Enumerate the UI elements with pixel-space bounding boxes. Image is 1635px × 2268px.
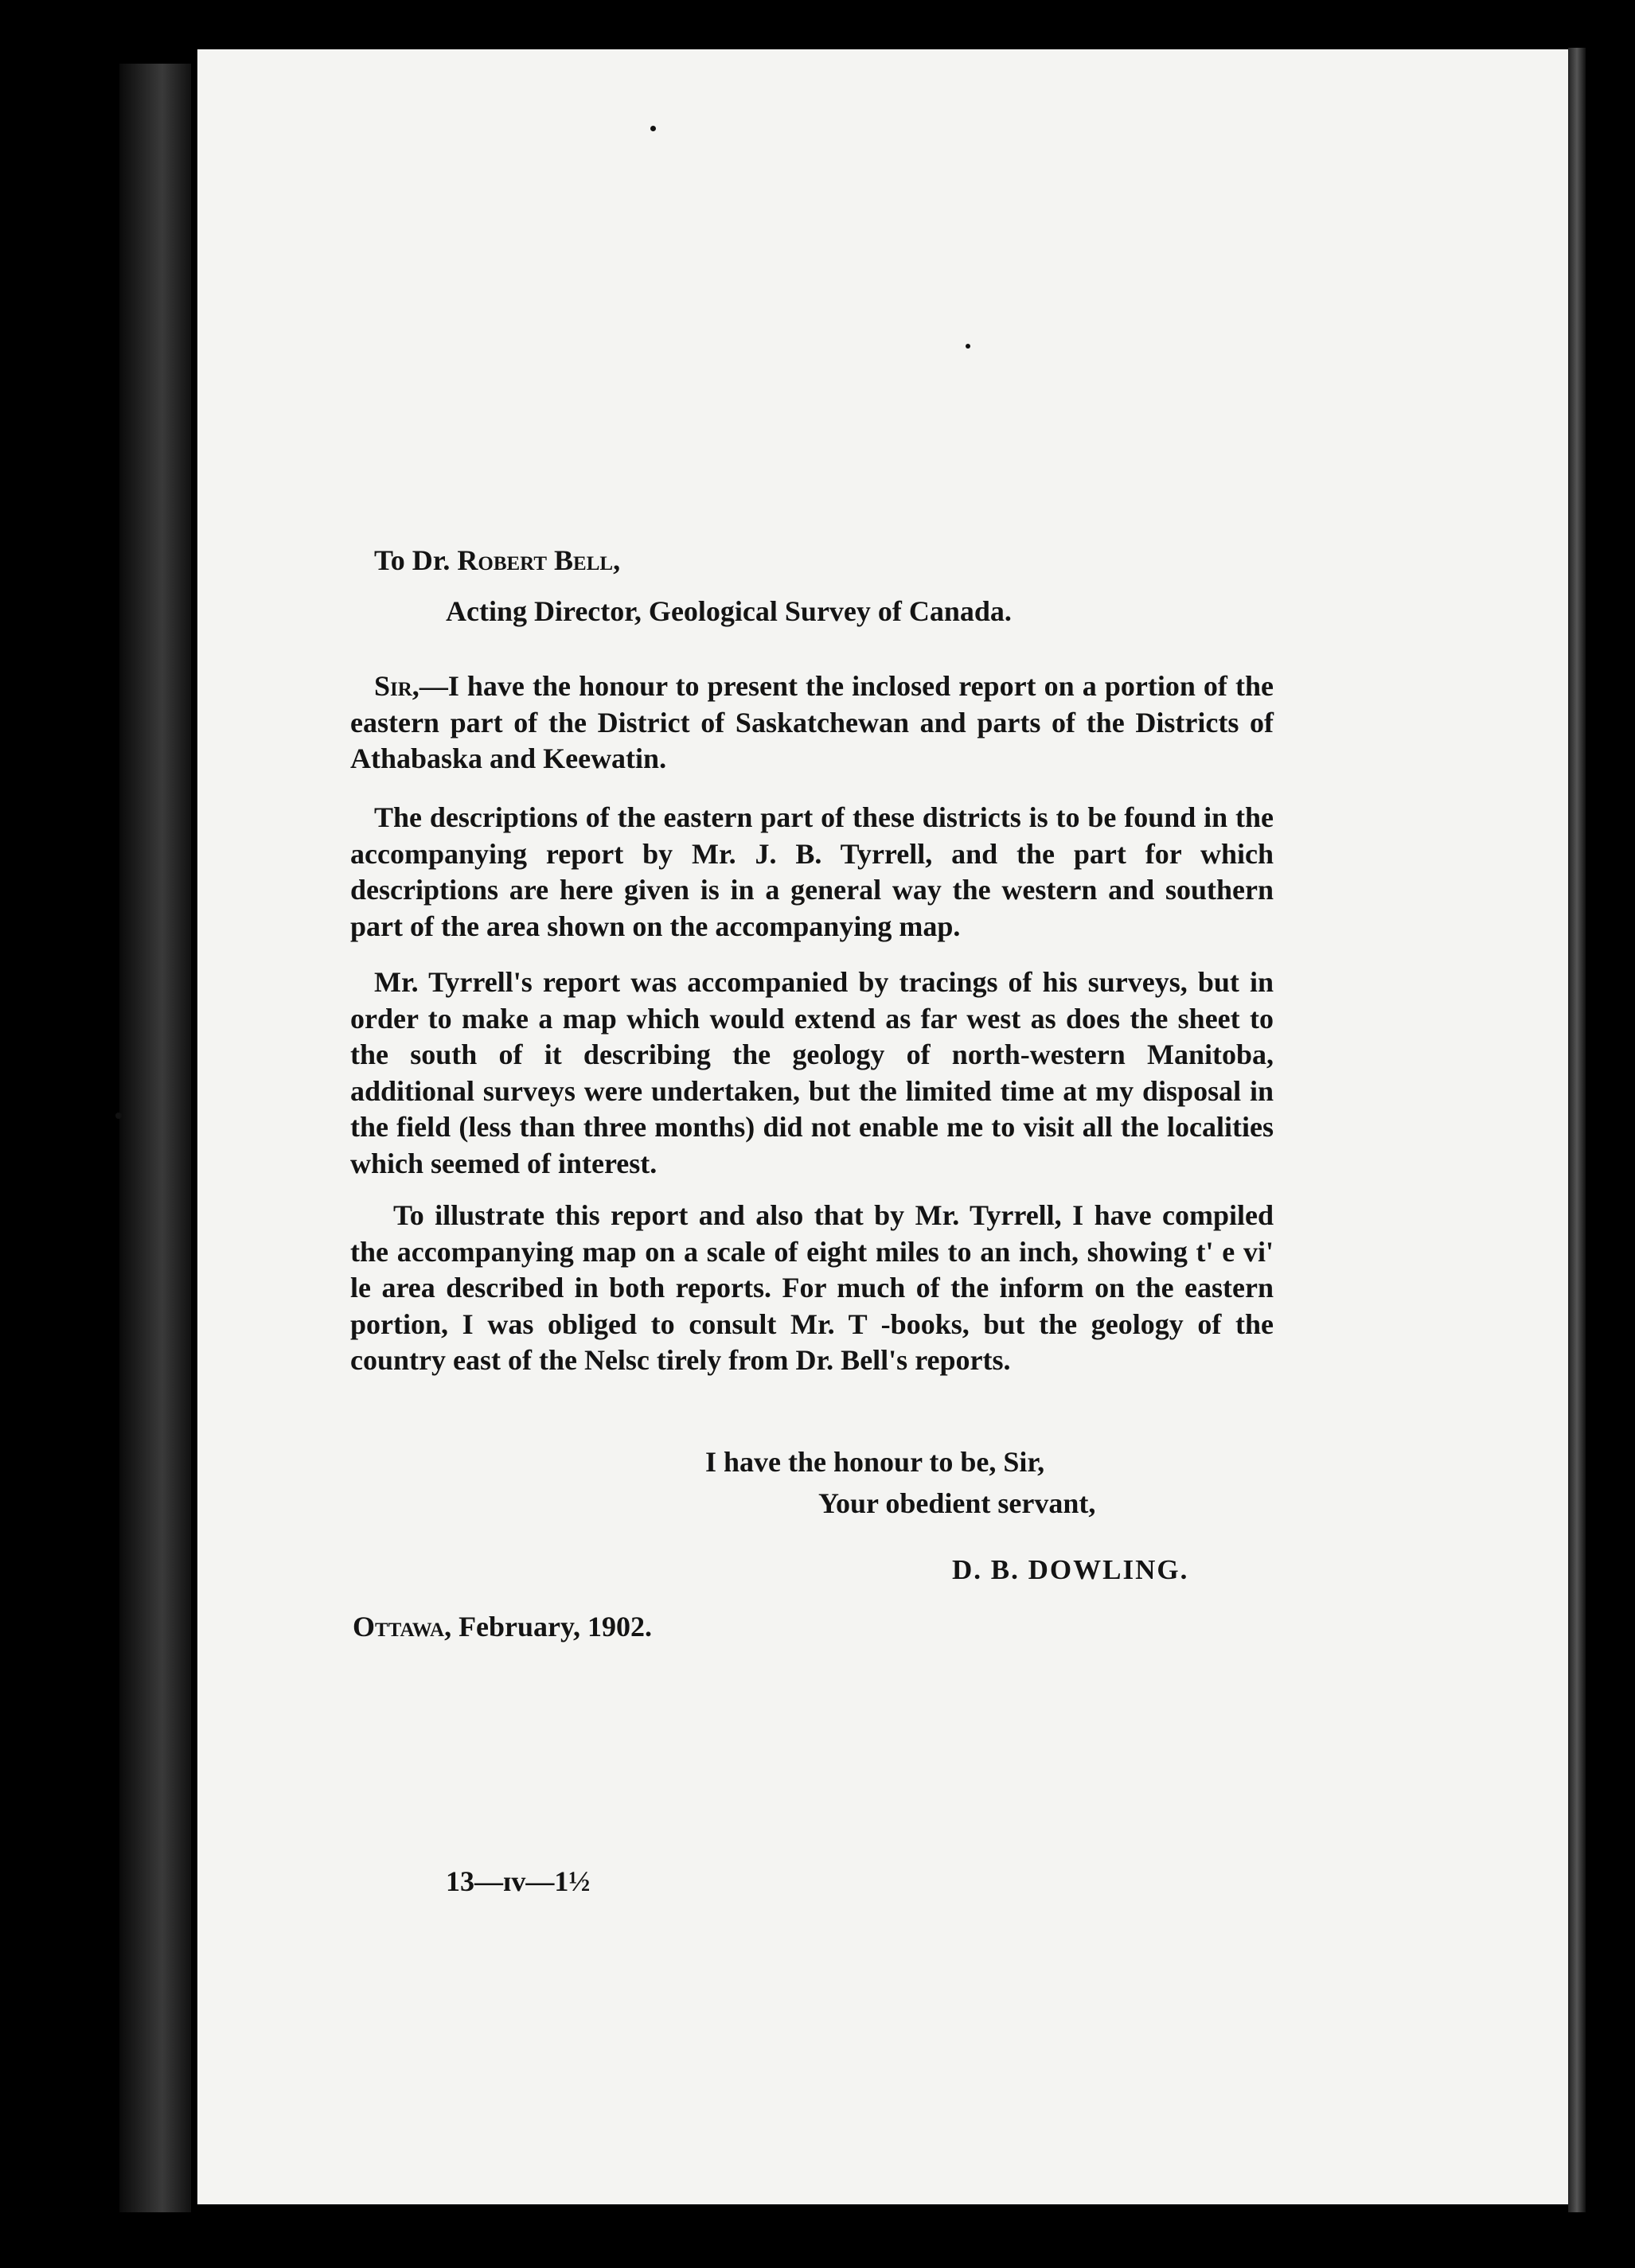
speck-mark xyxy=(966,344,970,349)
addressee-suffix: , xyxy=(613,544,621,576)
dateline-place: Ottawa xyxy=(353,1611,445,1643)
paragraph-2: The descriptions of the eastern part of these districts is to be found in the accompanying report by Mr. J. B. Tyrrell, and the part for which descriptions are here given is in a general way the western and southern part of the area shown on the accompanying map. xyxy=(350,801,1274,942)
printer-signature-mark: 13—ɪv—1½ xyxy=(446,1865,591,1897)
addressee-line xyxy=(374,543,620,579)
binding-shadow xyxy=(119,64,191,2212)
next-page-edge xyxy=(1568,48,1586,2212)
addressee-prefix: To Dr. xyxy=(374,544,458,576)
dateline xyxy=(353,1609,652,1645)
closing-line-2: Your obedient servant, xyxy=(818,1487,1096,1519)
paragraph-1-text: —I have the honour to present the inclosed report on a portion of the eastern part of the District of Saskatchewan and parts of the Districts of Athabaska and Keewatin. xyxy=(350,670,1274,774)
paragraph-1 xyxy=(350,668,1274,777)
dateline-date: , February, 1902. xyxy=(444,1611,653,1643)
paragraph-3: Mr. Tyrrell's report was accompanied by tracings of his surveys, but in order to make a map which would extend as far west as does the sheet to the south of it describing the geology of north-western Manitoba, additional surveys were undertaken, but the limited time at my disposal in the field (less than three months) did not enable me to visit all the localities which seemed of interest. xyxy=(350,966,1274,1179)
speck-mark xyxy=(115,1113,122,1119)
paragraph-4: To illustrate this report and also that by Mr. Tyrrell, I have compiled the accompanying map on a scale of eight miles to an inch, showing t' e vi' le area described in both reports. For much of the inform on the eastern portion, I was obliged to consult Mr. T -books, but the geology of the country east of the Nelsc tirely from Dr. Bell's reports. xyxy=(350,1199,1274,1376)
salutation: Sir, xyxy=(374,670,419,702)
speck-mark xyxy=(650,126,656,131)
closing-line-1: I have the honour to be, Sir, xyxy=(705,1446,1045,1478)
addressee-name: Robert Bell xyxy=(457,544,614,576)
signature: D. B. DOWLING. xyxy=(952,1554,1189,1585)
addressee-title: Acting Director, Geological Survey of Canada. xyxy=(446,595,1012,627)
